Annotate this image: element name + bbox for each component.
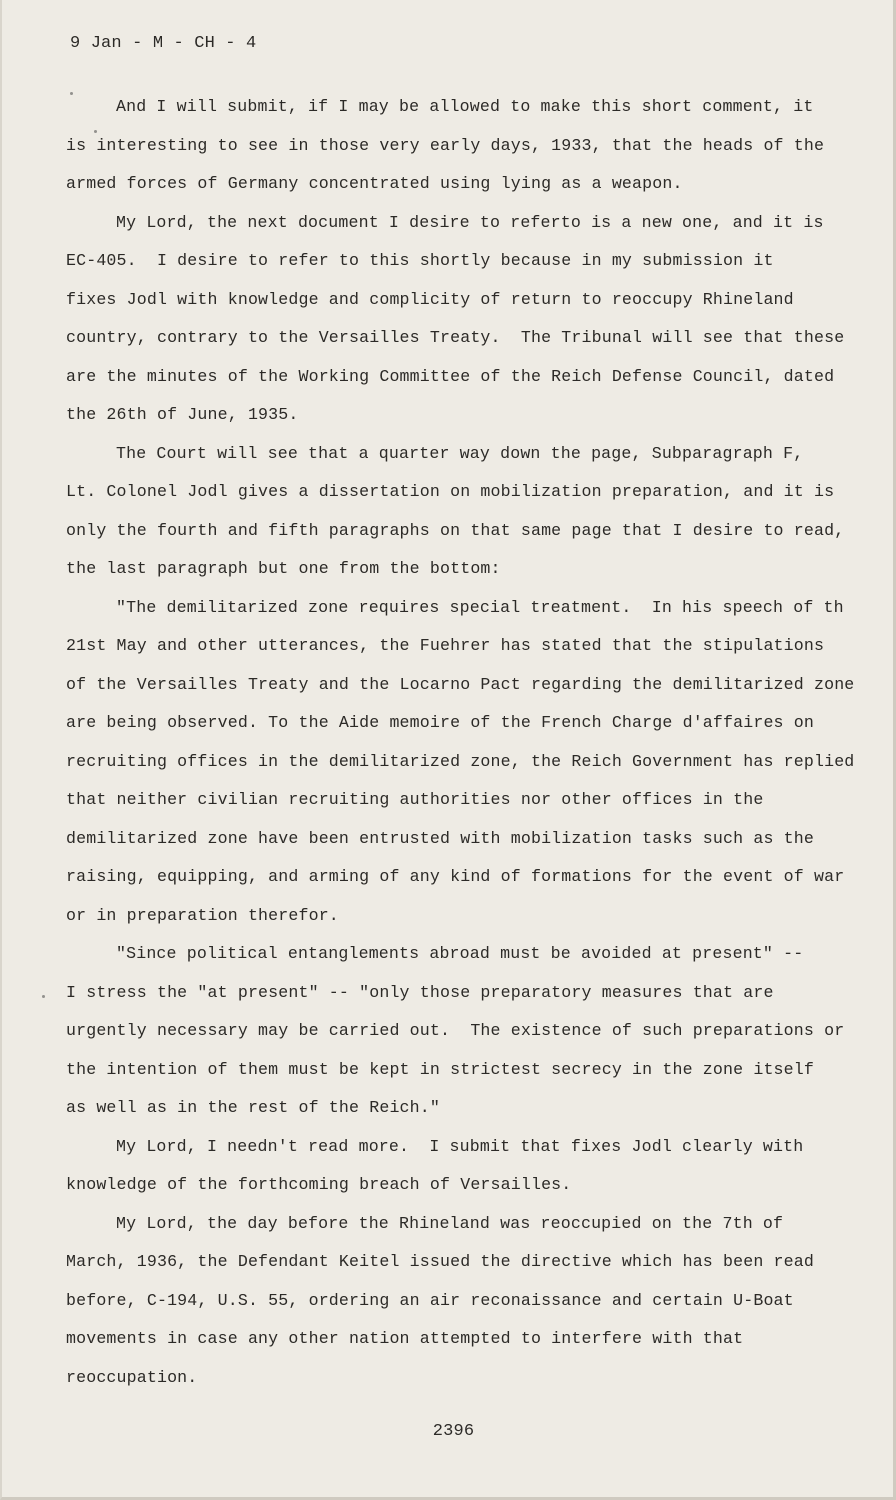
- text-line: reoccupation.: [66, 1367, 198, 1387]
- text-line: fixes Jodl with knowledge and complicity of return to reoccupy Rhineland: [66, 289, 794, 309]
- text-line: are being observed. To the Aide memoire of the French Charge d'affaires on: [66, 713, 814, 732]
- text-line: the intention of them must be kept in strictest secrecy in the zone itself: [66, 1059, 814, 1079]
- text-line: "The demilitarized zone requires special treatment. In his speech of th: [116, 597, 844, 617]
- text-line: And I will submit, if I may be allowed to make this short comment, it: [116, 97, 814, 116]
- text-line: are the minutes of the Working Committee of the Reich Defense Council, dated: [66, 366, 835, 386]
- text-line: movements in case any other nation attempted to interfere with that: [66, 1329, 744, 1348]
- text-line: EC-405. I desire to refer to this shortly because in my submission it: [66, 251, 774, 270]
- text-line: that neither civilian recruiting authorities nor other offices in the: [66, 790, 764, 809]
- text-line: the 26th of June, 1935.: [66, 405, 299, 424]
- text-line: armed forces of Germany concentrated using lying as a weapon.: [66, 174, 683, 193]
- text-line: Lt. Colonel Jodl gives a dissertation on mobilization preparation, and it is: [66, 482, 835, 501]
- text-line: The Court will see that a quarter way down the page, Subparagraph F,: [116, 443, 804, 463]
- paragraph: [66, 935, 845, 1128]
- paragraph: [66, 204, 845, 435]
- paragraph: [66, 1128, 826, 1205]
- text-line: as well as in the rest of the Reich.": [66, 1098, 440, 1117]
- ink-speck: [42, 995, 45, 998]
- text-line: My Lord, the next document I desire to referto is a new one, and it is: [116, 212, 824, 232]
- text-line: of the Versailles Treaty and the Locarno Pact regarding the demilitarized zone: [66, 674, 855, 694]
- paragraph: [66, 435, 845, 589]
- text-line: before, C-194, U.S. 55, ordering an air reconaissance and certain U-Boat: [66, 1290, 794, 1310]
- text-line: I stress the "at present" -- "only those preparatory measures that are: [66, 982, 774, 1002]
- text-line: only the fourth and fifth paragraphs on that same page that I desire to read,: [66, 520, 845, 540]
- page-header: 9 Jan - M - CH - 4: [70, 34, 257, 53]
- text-line: "Since political entanglements abroad must be avoided at present" --: [116, 944, 804, 963]
- text-line: recruiting offices in the demilitarized zone, the Reich Government has replied: [66, 751, 855, 771]
- text-line: 21st May and other utterances, the Fuehrer has stated that the stipulations: [66, 636, 825, 655]
- document-body: [66, 88, 855, 1397]
- page-number: 2396: [432, 1422, 475, 1441]
- text-line: demilitarized zone have been entrusted with mobilization tasks such as the: [66, 828, 814, 848]
- paragraph: [66, 88, 826, 204]
- text-line: the last paragraph but one from the bottom:: [66, 559, 501, 578]
- text-line: knowledge of the forthcoming breach of Versailles.: [66, 1175, 572, 1194]
- text-line: My Lord, the day before the Rhineland was reoccupied on the 7th of: [116, 1213, 784, 1233]
- paragraph: [66, 1205, 826, 1398]
- text-line: My Lord, I needn't read more. I submit that fixes Jodl clearly with: [116, 1136, 804, 1156]
- text-line: or in preparation therefor.: [66, 905, 339, 925]
- paragraph: [66, 589, 855, 936]
- ink-speck: [94, 130, 97, 133]
- text-line: is interesting to see in those very early days, 1933, that the heads of the: [66, 135, 825, 155]
- text-line: urgently necessary may be carried out. The existence of such preparations or: [66, 1021, 845, 1040]
- text-line: raising, equipping, and arming of any kind of formations for the event of war: [66, 867, 845, 886]
- text-line: March, 1936, the Defendant Keitel issued the directive which has been read: [66, 1252, 814, 1271]
- ink-speck: [70, 92, 73, 95]
- text-line: country, contrary to the Versailles Treaty. The Tribunal will see that these: [66, 328, 845, 347]
